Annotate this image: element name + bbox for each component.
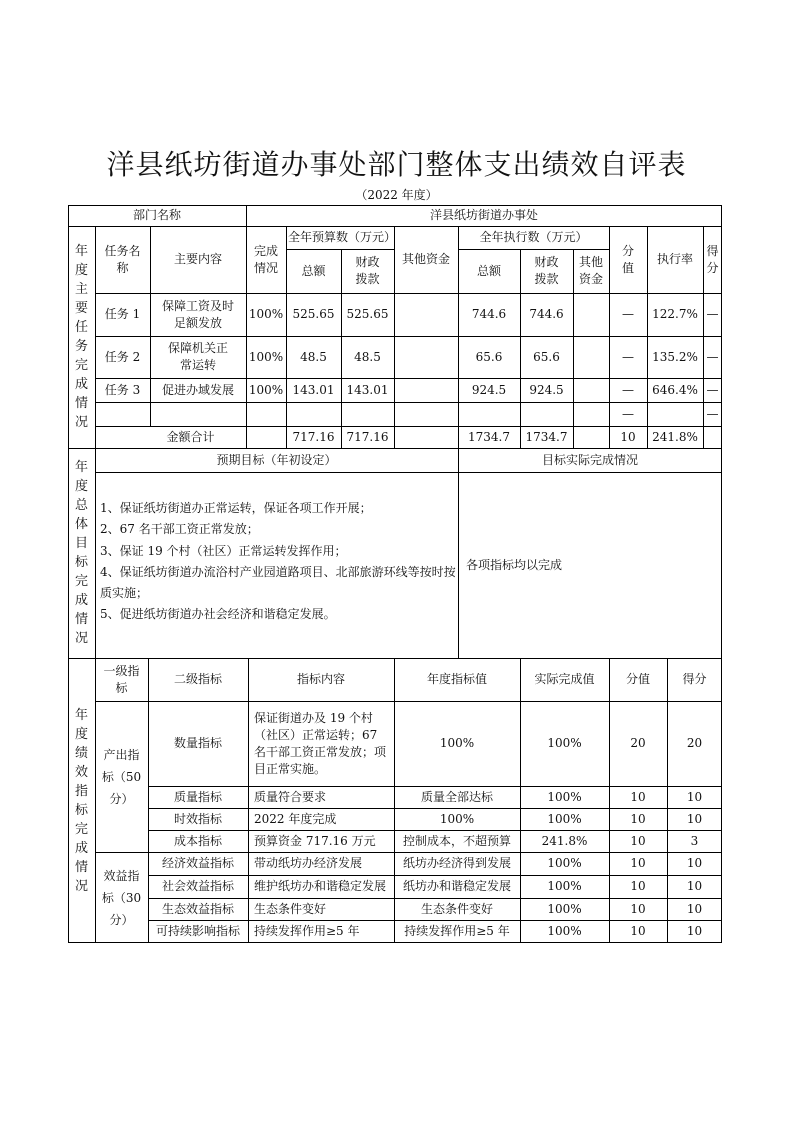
ind-8-score: 10 <box>686 924 703 938</box>
task-2-rate: 135.2% <box>652 349 698 364</box>
header-exec-total: 总额 <box>476 263 501 278</box>
ind-5-content: 带动纸坊办经济发展 <box>254 856 363 870</box>
task-2-exec-other <box>573 336 609 378</box>
task-2-exec-total: 65.6 <box>475 349 503 364</box>
ind-8-level2: 可持续影响指标 <box>155 924 240 938</box>
ind-4-content: 预算资金 717.16 万元 <box>254 833 376 848</box>
header-budget-fiscal: 财政拨款 <box>355 255 380 286</box>
ind-3-actual: 100% <box>547 811 582 826</box>
header-budget-total: 总额 <box>301 263 326 278</box>
goal-item: 4、保证纸坊街道办流浴村产业园道路项目、北部旅游环线等按时按质实施； <box>100 564 456 601</box>
ind-7-score: 10 <box>686 901 703 916</box>
task-3-budget-fiscal: 143.01 <box>346 382 389 397</box>
ind-7-level2: 生态效益指标 <box>161 901 234 916</box>
header-score: 得分 <box>706 243 719 275</box>
ind-1-annual: 100% <box>439 736 475 750</box>
actual-goals-text: 各项指标均以完成 <box>466 557 563 572</box>
page-title: 洋县纸坊街道办事处部门整体支出绩效自评表 <box>106 148 687 181</box>
header-level1: 一级指标 <box>103 663 140 695</box>
task-1-score-value: — <box>622 307 634 321</box>
header-exec-group: 全年执行数（万元） <box>479 230 588 244</box>
ind-8-actual: 100% <box>547 924 582 938</box>
ind-5-annual: 纸坊办经济得到发展 <box>402 856 511 870</box>
task-2-budget-fiscal: 48.5 <box>354 349 381 364</box>
task-1-name: 任务 1 <box>104 307 141 321</box>
task-1-content: 保障工资及时足额发放 <box>161 298 234 330</box>
task-3-rate: 646.4% <box>652 382 698 397</box>
task-4-score-value: — <box>622 406 634 421</box>
ind-6-actual: 100% <box>547 879 582 893</box>
ind-1-actual: 100% <box>547 736 582 750</box>
ind-8-content: 持续发挥作用≥5 年 <box>254 924 360 938</box>
ind-6-content: 维护纸坊办和谐稳定发展 <box>254 879 387 893</box>
indicators-side-label: 年 度 绩 效 指 标 完 成 情 况 <box>74 707 88 894</box>
task-2-name: 任务 2 <box>104 349 141 364</box>
ind-3-level2: 时效指标 <box>173 811 222 826</box>
ind-4-actual: 241.8% <box>541 833 588 848</box>
benefit-indicator-group: 效益指标（30 分） <box>101 868 142 927</box>
ind-5-score-value: 10 <box>630 856 646 870</box>
task-1-budget-total: 525.65 <box>292 307 335 321</box>
total-exec-fiscal: 1734.7 <box>525 429 568 444</box>
task-3-exec-other <box>573 378 609 402</box>
task-3-exec-fiscal: 924.5 <box>529 382 564 397</box>
ind-5-actual: 100% <box>547 856 582 870</box>
ind-2-actual: 100% <box>547 789 582 804</box>
ind-1-score: 20 <box>686 736 703 750</box>
header-ind-score-value: 分值 <box>625 672 650 686</box>
task-3-score: — <box>706 382 719 397</box>
task-2-budget-total: 48.5 <box>300 349 327 364</box>
goal-item: 1、保证纸坊街道办正常运转，保证各项工作开展； <box>100 501 372 515</box>
header-budget-group: 全年预算数（万元） <box>288 230 397 244</box>
header-ind-score: 得分 <box>682 672 707 686</box>
header-task-name: 任务名称 <box>104 243 141 275</box>
ind-2-score-value: 10 <box>630 789 646 804</box>
ind-4-score-value: 10 <box>630 833 646 848</box>
header-other-funds: 其他资金 <box>401 252 450 266</box>
page-subtitle: （2022 年度） <box>355 188 438 202</box>
header-actual-value: 实际完成值 <box>534 672 595 686</box>
ind-7-content: 生态条件变好 <box>254 901 327 916</box>
task-2-score: — <box>706 349 719 364</box>
ind-3-score: 10 <box>686 811 703 826</box>
ind-8-annual: 持续发挥作用≥5 年 <box>404 924 510 938</box>
task-3-exec-total: 924.5 <box>471 382 507 397</box>
ind-5-level2: 经济效益指标 <box>161 856 234 870</box>
actual-goals-header: 目标实际完成情况 <box>541 452 638 467</box>
ind-3-score-value: 10 <box>630 811 646 826</box>
total-budget-total: 717.16 <box>292 429 335 444</box>
header-exec-fiscal: 财政拨款 <box>534 255 559 286</box>
ind-7-score-value: 10 <box>630 901 646 916</box>
ind-2-content: 质量符合要求 <box>254 789 327 804</box>
ind-1-score-value: 20 <box>630 736 646 750</box>
header-completion: 完成情况 <box>253 243 278 275</box>
ind-1-level2: 数量指标 <box>173 736 222 750</box>
expected-goals-header: 预期目标（年初设定） <box>216 452 337 467</box>
task-3-budget-other <box>394 378 458 402</box>
dept-name-value: 洋县纸坊街道办事处 <box>429 208 538 222</box>
task-2-score-value: — <box>622 349 634 364</box>
task-1-completion: 100% <box>248 307 284 321</box>
ind-2-annual: 质量全部达标 <box>420 789 493 804</box>
ind-6-score-value: 10 <box>630 879 646 893</box>
header-exec-rate: 执行率 <box>656 252 693 266</box>
ind-8-score-value: 10 <box>630 924 646 938</box>
tasks-side-label: 年 度 主 要 任 务 完 成 情 况 <box>74 244 88 430</box>
ind-6-level2: 社会效益指标 <box>161 879 234 893</box>
ind-7-annual: 生态条件变好 <box>420 901 493 916</box>
header-indicator-content: 指标内容 <box>296 672 345 686</box>
ind-2-score: 10 <box>686 789 703 804</box>
header-annual-value: 年度指标值 <box>426 672 487 686</box>
header-exec-other: 其他资金 <box>578 255 603 286</box>
header-content: 主要内容 <box>173 252 222 266</box>
header-score-value: 分值 <box>621 243 634 275</box>
task-2-content: 保障机关正常运转 <box>168 341 229 372</box>
task-1-budget-other <box>394 293 458 336</box>
task-3-content: 促进办域发展 <box>161 382 234 397</box>
goal-item: 2、67 名干部工资正常发放； <box>100 522 259 537</box>
task-4-score: — <box>706 406 719 421</box>
total-rate: 241.8% <box>652 429 698 444</box>
task-1-score: — <box>706 307 719 321</box>
task-2-budget-other <box>394 336 458 378</box>
ind-3-content: 2022 年度完成 <box>254 811 337 826</box>
header-level2: 二级指标 <box>173 672 222 686</box>
ind-2-level2: 质量指标 <box>173 789 222 804</box>
goal-item: 5、促进纸坊街道办社会经济和谐稳定发展。 <box>100 607 336 622</box>
ind-7-actual: 100% <box>547 901 582 916</box>
ind-5-score: 10 <box>686 856 703 870</box>
task-1-exec-total: 744.6 <box>471 307 507 321</box>
grid-line <box>95 448 96 658</box>
goals-side-label: 年 度 总 体 目 标 完 成 情 况 <box>74 460 88 646</box>
task-3-completion: 100% <box>248 382 284 397</box>
task-1-exec-fiscal: 744.6 <box>529 307 564 321</box>
task-2-completion: 100% <box>248 349 284 364</box>
ind-6-score: 10 <box>686 879 703 893</box>
task-1-budget-fiscal: 525.65 <box>346 307 389 321</box>
dept-name-label: 部门名称 <box>132 208 181 222</box>
output-indicator-group: 产出指标（50 分） <box>101 747 142 806</box>
total-label: 金额合计 <box>166 429 215 444</box>
task-3-budget-total: 143.01 <box>292 382 335 397</box>
total-budget-fiscal: 717.16 <box>346 429 389 444</box>
ind-1-content: 保证街道办及 19 个村（社区）正常运转；67 名干部工资正常发放；项目正常实施。 <box>254 710 387 776</box>
total-score-value: 10 <box>620 429 636 444</box>
total-exec-total: 1734.7 <box>468 429 510 444</box>
ind-4-annual: 控制成本，不超预算 <box>402 833 511 848</box>
ind-4-score: 3 <box>690 833 699 848</box>
task-3-score-value: — <box>622 382 634 397</box>
ind-6-annual: 纸坊办和谐稳定发展 <box>402 879 511 893</box>
expected-goals-list <box>100 498 458 626</box>
ind-3-annual: 100% <box>439 811 475 826</box>
task-1-rate: 122.7% <box>652 307 698 321</box>
task-1-exec-other <box>573 293 609 336</box>
task-3-name: 任务 3 <box>104 382 141 397</box>
goal-item: 3、保证 19 个村（社区）正常运转发挥作用； <box>100 543 347 558</box>
task-2-exec-fiscal: 65.6 <box>533 349 560 364</box>
ind-4-level2: 成本指标 <box>173 833 222 848</box>
